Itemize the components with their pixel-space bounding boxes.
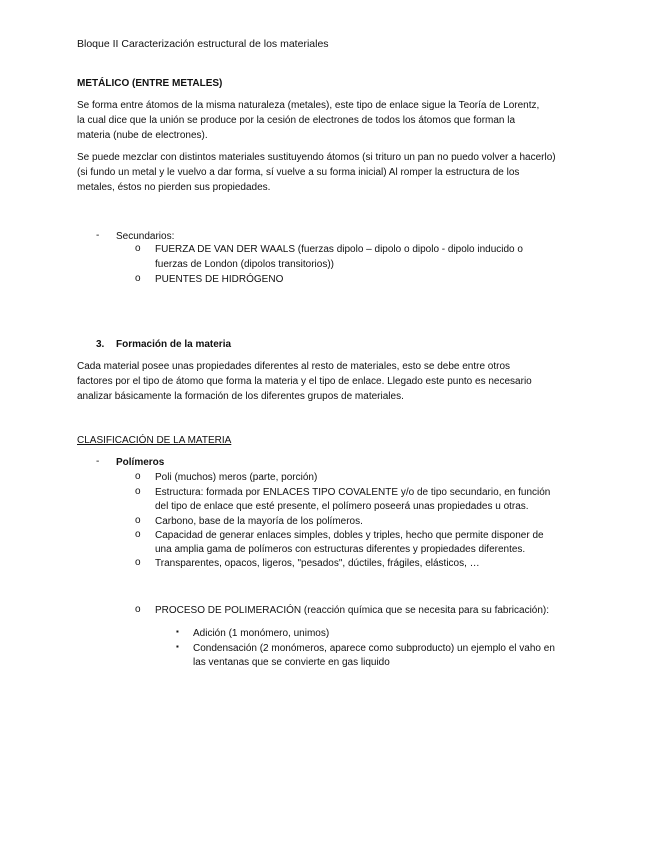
metalico-paragraph-1-line-2: la cual dice que la unión se produce por la cesión de electrones de todos los átomos que forman la xyxy=(77,115,516,126)
polimeros-item-5: Transparentes, opacos, ligeros, "pesados", dúctiles, frágiles, elásticos, … xyxy=(155,558,480,569)
adicion-item: Adición (1 monómero, unimos) xyxy=(193,628,330,639)
page-header: Bloque II Caracterización estructural de los materiales xyxy=(77,38,329,50)
section-3-paragraph-line-2: factores por el tipo de átomo que forma la materia y el tipo de enlace. Llegado este punto es necesario xyxy=(77,376,532,387)
proceso-polimeracion: PROCESO DE POLIMERACIÓN (reacción química que se necesita para su fabricación): xyxy=(155,605,550,616)
square-bullet-2: ▪ xyxy=(176,642,179,651)
section-3-title: Formación de la materia xyxy=(116,339,232,350)
metalico-title: METÁLICO (ENTRE METALES) xyxy=(77,78,223,89)
secundarios-bullet-1: o xyxy=(135,243,141,254)
section-3-paragraph-line-1: Cada material posee unas propiedades diferentes al resto de materiales, esto se debe entre otros xyxy=(77,361,511,372)
polimeros-item-1: Poli (muchos) meros (parte, porción) xyxy=(155,472,318,483)
condensacion-item-line-1: Condensación (2 monómeros, aparece como subproducto) un ejemplo el vaho en xyxy=(193,643,555,654)
proceso-bullet: o xyxy=(135,604,141,615)
polimeros-label: Polímeros xyxy=(116,457,165,468)
secundarios-bullet-2: o xyxy=(135,273,141,284)
clasificacion-title: CLASIFICACIÓN DE LA MATERIA xyxy=(77,435,232,446)
condensacion-item-line-2: las ventanas que se convierte en gas liquido xyxy=(193,657,390,668)
metalico-paragraph-2-line-3: metales, éstos no pierden sus propiedades. xyxy=(77,182,271,193)
polimeros-item-4-line-2: una amplia gama de polímeros con estructuras diferentes y propiedades diferentes. xyxy=(155,544,526,555)
polimeros-dash: - xyxy=(96,456,100,467)
puentes-hidrogeno: PUENTES DE HIDRÓGENO xyxy=(155,274,284,285)
polimeros-bullet-1: o xyxy=(135,471,141,482)
van-der-waals-line-1: FUERZA DE VAN DER WAALS (fuerzas dipolo – dipolo o dipolo - dipolo inducido o xyxy=(155,244,523,255)
polimeros-item-3: Carbono, base de la mayoría de los polímeros. xyxy=(155,516,363,527)
polimeros-bullet-5: o xyxy=(135,557,141,568)
section-3-paragraph-line-3: analizar básicamente la formación de los diferentes grupos de materiales. xyxy=(77,391,404,402)
polimeros-item-4-line-1: Capacidad de generar enlaces simples, dobles y triples, hecho que permite disponer de xyxy=(155,530,544,541)
van-der-waals-line-2: fuerzas de London (dipolos transitorios)) xyxy=(155,259,334,270)
section-3-number: 3. xyxy=(96,339,105,350)
polimeros-item-2-line-2: del tipo de enlace que esté presente, el polímero poseerá unas propiedades u otras. xyxy=(155,501,529,512)
secundarios-label: Secundarios: xyxy=(116,231,175,242)
polimeros-bullet-4: o xyxy=(135,529,141,540)
secundarios-dash: - xyxy=(96,230,100,241)
polimeros-bullet-3: o xyxy=(135,515,141,526)
square-bullet-1: ▪ xyxy=(176,627,179,636)
metalico-paragraph-2-line-1: Se puede mezclar con distintos materiales sustituyendo átomos (si trituro un pan no puedo volver a hacerlo) xyxy=(77,152,556,163)
metalico-paragraph-1-line-1: Se forma entre átomos de la misma naturaleza (metales), este tipo de enlace sigue la Teoría de Lorentz, xyxy=(77,100,540,111)
polimeros-bullet-2: o xyxy=(135,486,141,497)
polimeros-item-2-line-1: Estructura: formada por ENLACES TIPO COVALENTE y/o de tipo secundario, en función xyxy=(155,487,551,498)
metalico-paragraph-2-line-2: (si fundo un metal y le vuelvo a dar forma, sí vuelve a su forma inicial) Al romper la estructura de los xyxy=(77,167,520,178)
metalico-paragraph-1-line-3: materia (nube de electrones). xyxy=(77,130,208,141)
